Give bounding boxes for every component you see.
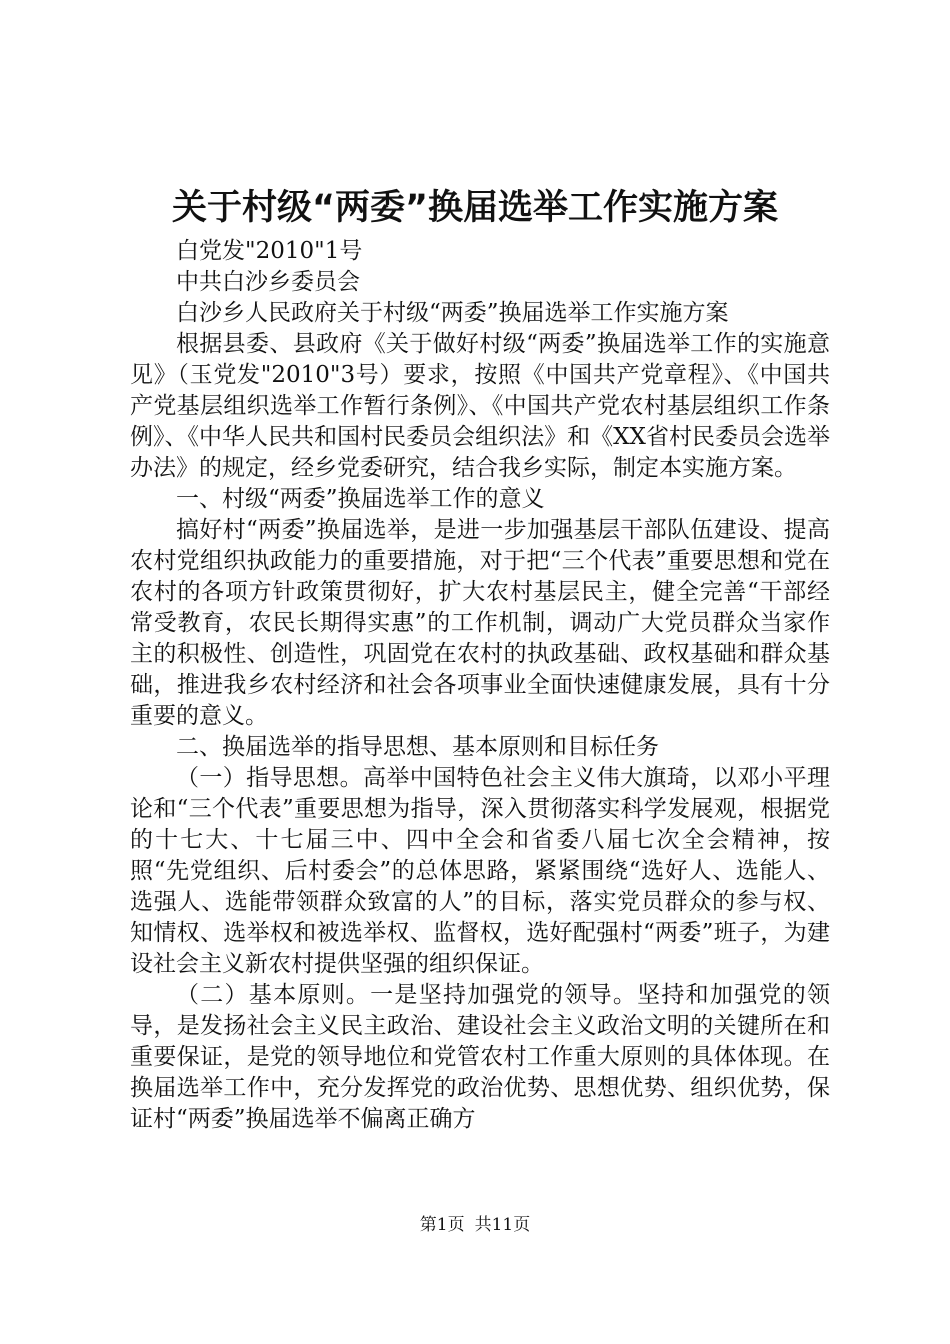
issuer: 中共白沙乡委员会 xyxy=(176,269,360,295)
paragraph-basic-principles: （二）基本原则。一是坚持加强党的领导。坚持和加强党的领导，是发扬社会主义民主政治、建设社会主义政治文明的关键所在和重要保证，是党的领导地位和党管农村工作重大原则的具体体现。在换届选举工作中，充分发挥党的政治优势、思想优势、组织优势，保证村“两委”换届选举不偏离正确方 xyxy=(130,982,830,1132)
doc-number: 白党发"2010"1号 xyxy=(176,238,363,264)
section-heading-1: 一、村级“两委”换届选举工作的意义 xyxy=(176,486,545,512)
page-number: 第1页 xyxy=(419,1215,465,1235)
section-heading-2: 二、换届选举的指导思想、基本原则和目标任务 xyxy=(176,734,659,760)
page-footer xyxy=(0,1214,950,1236)
paragraph-intro: 根据县委、县政府《关于做好村级“两委”换届选举工作的实施意见》（玉党发"2010"3号）要求，按照《中国共产党章程》、《中国共产党基层组织选举工作暂行条例》、《中国共产党农村基层组织工作条例》、《中华人民共和国村民委员会组织法》和《XX省村民委员会选举办法》的规定，经乡党委研究，结合我乡实际，制定本实施方案。 xyxy=(130,331,830,481)
document-title: 关于村级“两委”换届选举工作实施方案 xyxy=(171,188,778,228)
page-total: 共11页 xyxy=(474,1215,531,1235)
document-body xyxy=(130,236,830,1135)
document-subtitle: 白沙乡人民政府关于村级“两委”换届选举工作实施方案 xyxy=(176,300,729,326)
paragraph-significance: 搞好村“两委”换届选举，是进一步加强基层干部队伍建设、提高农村党组织执政能力的重要措施，对于把“三个代表”重要思想和党在农村的各项方针政策贯彻好，扩大农村基层民主，健全完善“干部经常受教育，农民长期得实惠”的工作机制，调动广大党员群众当家作主的积极性、创造性，巩固党在农村的执政基础、政权基础和群众基础，推进我乡农村经济和社会各项事业全面快速健康发展，具有十分重要的意义。 xyxy=(130,517,830,729)
paragraph-guiding-ideology: （一）指导思想。高举中国特色社会主义伟大旗琦，以邓小平理论和“三个代表”重要思想为指导，深入贯彻落实科学发展观，根据党的十七大、十七届三中、四中全会和省委八届七次全会精神，按照“先党组织、后村委会”的总体思路，紧紧围绕“选好人、选能人、选强人、选能带领群众致富的人”的目标，落实党员群众的参与权、知情权、选举权和被选举权、监督权，选好配强村“两委”班子，为建设社会主义新农村提供坚强的组织保证。 xyxy=(130,765,830,977)
